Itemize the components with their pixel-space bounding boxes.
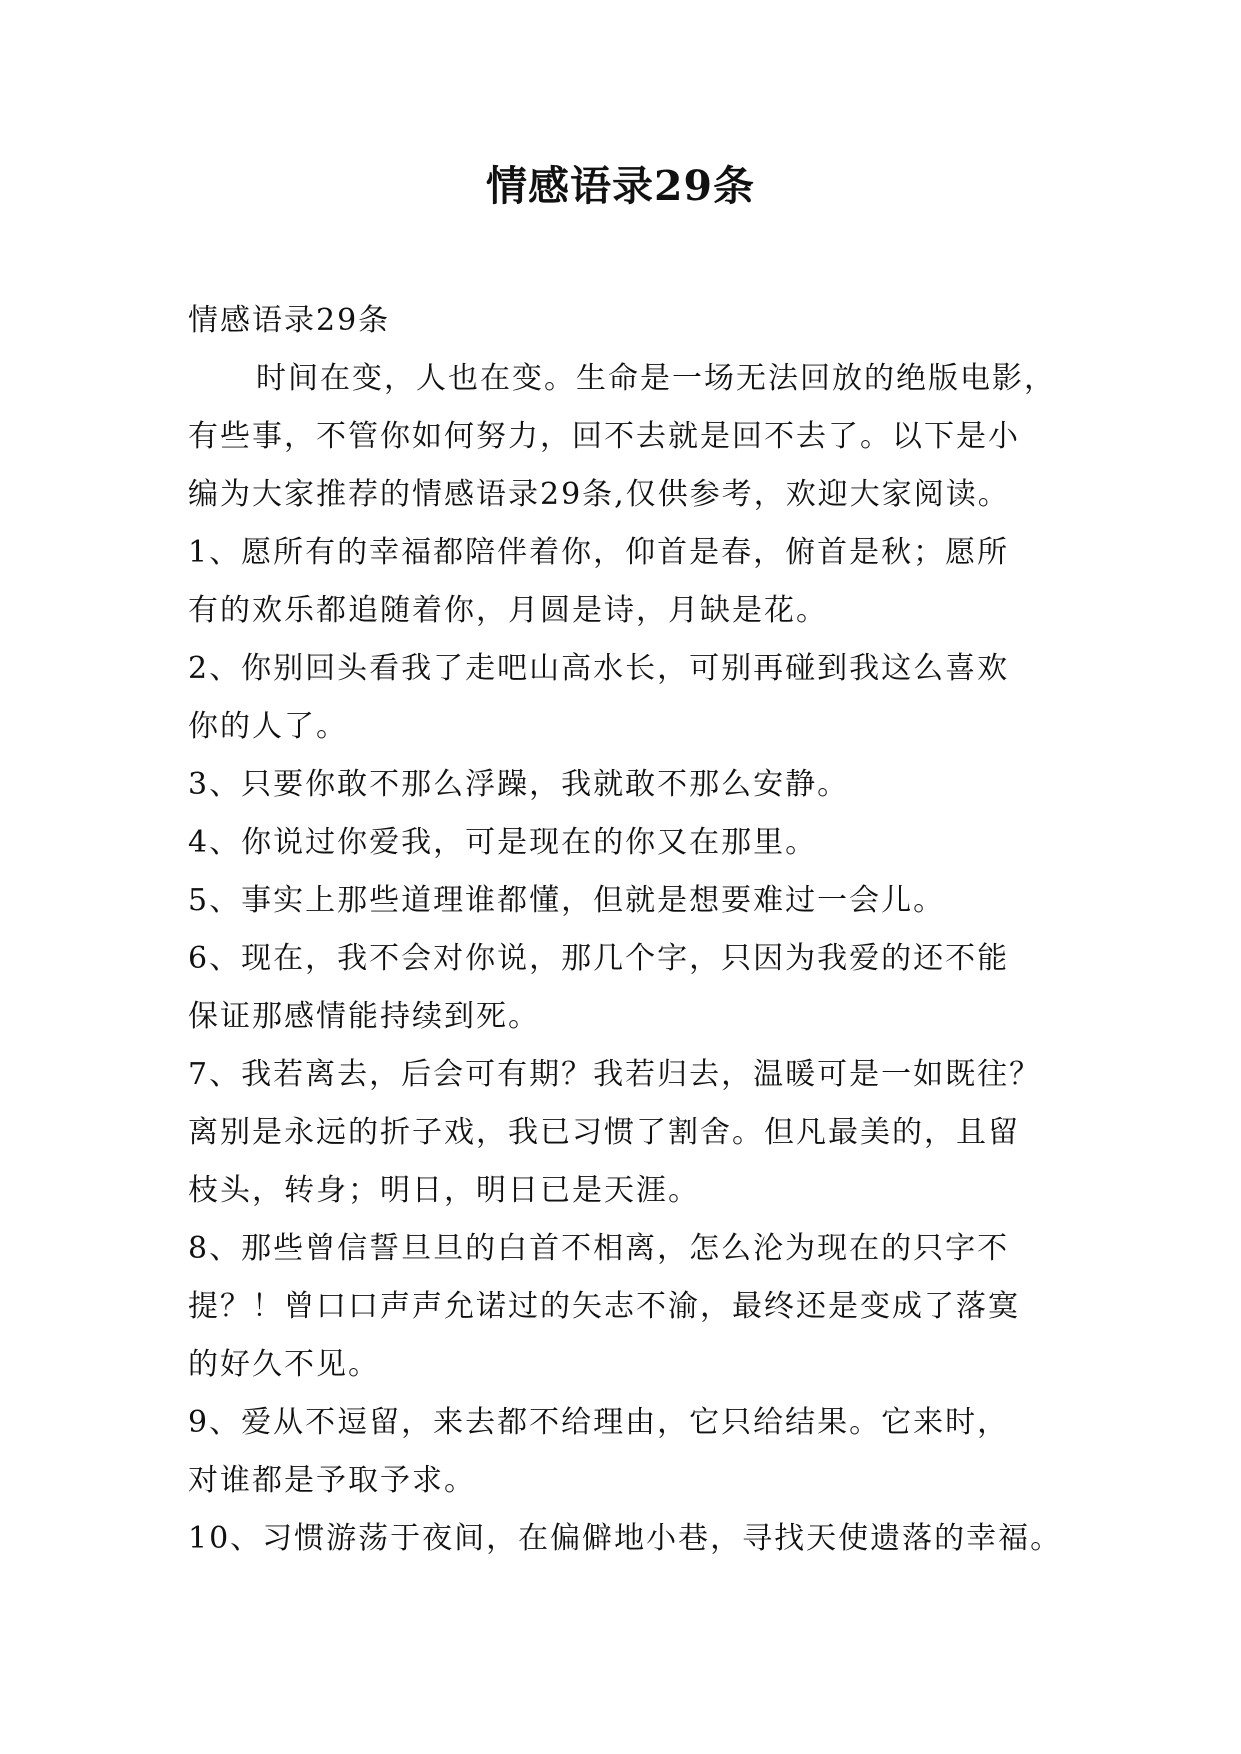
- quote-line: 3、只要你敢不那么浮躁，我就敢不那么安静。: [188, 767, 850, 802]
- quote-line: 9、爱从不逗留，来去都不给理由，它只给结果。它来时，: [188, 1405, 1010, 1440]
- quote-line: 6、现在，我不会对你说，那几个字，只因为我爱的还不能: [188, 941, 1010, 976]
- document-body: [188, 292, 1088, 1568]
- quote-line: 有的欢乐都追随着你，月圆是诗，月缺是花。: [188, 593, 828, 628]
- document-title: 情感语录29条: [485, 162, 756, 210]
- quote-line: 提？！曾口口声声允诺过的矢志不渝，最终还是变成了落寞: [188, 1289, 1020, 1324]
- quote-line: 10、习惯游荡于夜间，在偏僻地小巷，寻找天使遗落的幸福。: [188, 1521, 1063, 1556]
- quote-line: 对谁都是予取予求。: [188, 1463, 476, 1498]
- quote-line: 4、你说过你爱我，可是现在的你又在那里。: [188, 825, 818, 860]
- quote-line: 的好久不见。: [188, 1347, 380, 1382]
- quote-line: 5、事实上那些道理谁都懂，但就是想要难过一会儿。: [188, 883, 946, 918]
- intro-line-2: 有些事，不管你如何努力，回不去就是回不去了。以下是小: [188, 419, 1020, 454]
- quote-line: 1、愿所有的幸福都陪伴着你，仰首是春，俯首是秋；愿所: [188, 535, 1010, 570]
- quote-line: 2、你别回头看我了走吧山高水长，可别再碰到我这么喜欢: [188, 651, 1010, 686]
- quote-line: 7、我若离去，后会可有期？我若归去，温暖可是一如既往？: [188, 1057, 1042, 1092]
- subtitle-line: 情感语录29条: [188, 303, 391, 338]
- quote-line: 枝头，转身；明日，明日已是天涯。: [188, 1173, 700, 1208]
- intro-line-3: 编为大家推荐的情感语录29条,仅供参考，欢迎大家阅读。: [188, 477, 1010, 512]
- intro-line-1: 时间在变，人也在变。生命是一场无法回放的绝版电影，: [256, 361, 1056, 396]
- quote-line: 8、那些曾信誓旦旦的白首不相离，怎么沦为现在的只字不: [188, 1231, 1010, 1266]
- quote-line: 保证那感情能持续到死。: [188, 999, 540, 1034]
- quote-line: 你的人了。: [188, 709, 348, 744]
- quote-line: 离别是永远的折子戏，我已习惯了割舍。但凡最美的，且留: [188, 1115, 1020, 1150]
